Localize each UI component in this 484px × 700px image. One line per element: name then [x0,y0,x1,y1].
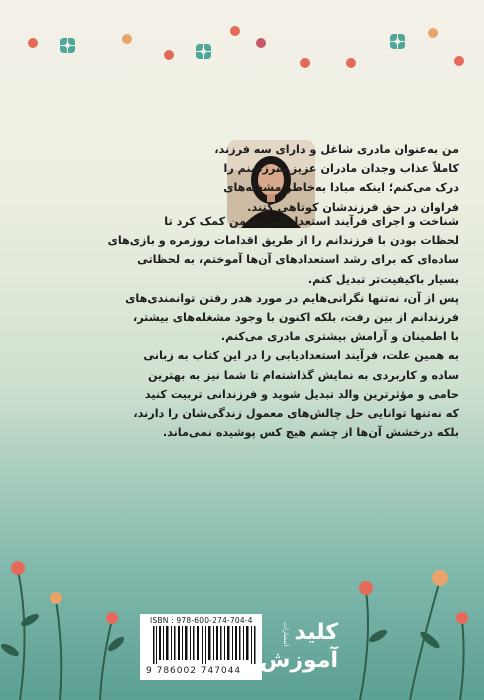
publisher-tag: انتشارات [282,622,290,647]
body-line: شناخت و اجرای فرآیند استعدادیابی به من کمک کرد تا [164,215,459,228]
flower-decor [122,34,132,44]
main-body-text [22,212,459,442]
body-line: فرزندانم از بین رفت، بلکه اکنون با وجود مشغله‌های بیشتر، [132,311,459,325]
body-line: با اطمینان و آرامش بیشتری مادری می‌کنم. [220,330,459,344]
leaf-decor [60,38,76,54]
body-line: حامی و مؤثرترین والد تبدیل شوید و فرزندانی تربیت کنید [144,387,459,401]
body-line: پس از آن، نه‌تنها نگرانی‌هایم در مورد هدر رفتن توانمندی‌های [125,291,459,305]
intro-line: درک می‌کنم؛ اینکه مبادا به‌خاطر مشغله‌های [223,181,459,195]
flower-decor [300,58,310,68]
body-line: ساده و کاربردی به نمایش گذاشته‌ام تا شما نیز به بهترین [147,368,459,382]
flower-decor [346,58,356,68]
flower-decor [230,26,240,36]
body-line: لحظات بودن با فرزندانم را از طریق اقدامات روزمره و بازی‌های [107,234,459,248]
intro-line: فراوان در حق فرزندشان کوتاهی کنند. [247,200,459,214]
barcode-icon [153,626,257,664]
flower-decor [164,50,174,60]
flower-decor [428,28,438,38]
leaf-decor [196,44,212,60]
body-line: ساده‌ای که برای رشد استعدادهای آن‌ها آموختم، به لحظاتی [137,253,459,267]
body-line: بسیار باکیفیت‌تر تبدیل کنم. [307,272,459,286]
flower-decor [454,56,464,66]
publisher-logo [262,614,342,680]
flower-decor [256,38,266,48]
body-line: به همین علت، فرآیند استعدادیابی را در این کتاب به زبانی [143,349,459,363]
intro-line: کاملاً عذاب وجدان مادران عزیز سرزمینم را [223,162,459,176]
leaf-decor [390,34,406,50]
publisher-name-line2: آموزش [260,648,338,673]
barcode-number: 9 786002 747044 [146,666,242,676]
body-line: بلکه درخشش آن‌ها از چشم هیچ کس پوشیده نمی‌ماند. [162,426,459,440]
flower-decor [28,38,38,48]
intro-paragraph [214,140,459,217]
isbn-label: ISBN : 978-600-274-704-4 [150,616,253,625]
publisher-name-line1: کلید [294,620,338,645]
intro-line: من به‌عنوان مادری شاغل و دارای سه فرزند، [214,143,459,156]
body-line: که نه‌تنها توانایی حل چالش‌های معمول زندگی‌شان را دارند، [133,407,459,421]
